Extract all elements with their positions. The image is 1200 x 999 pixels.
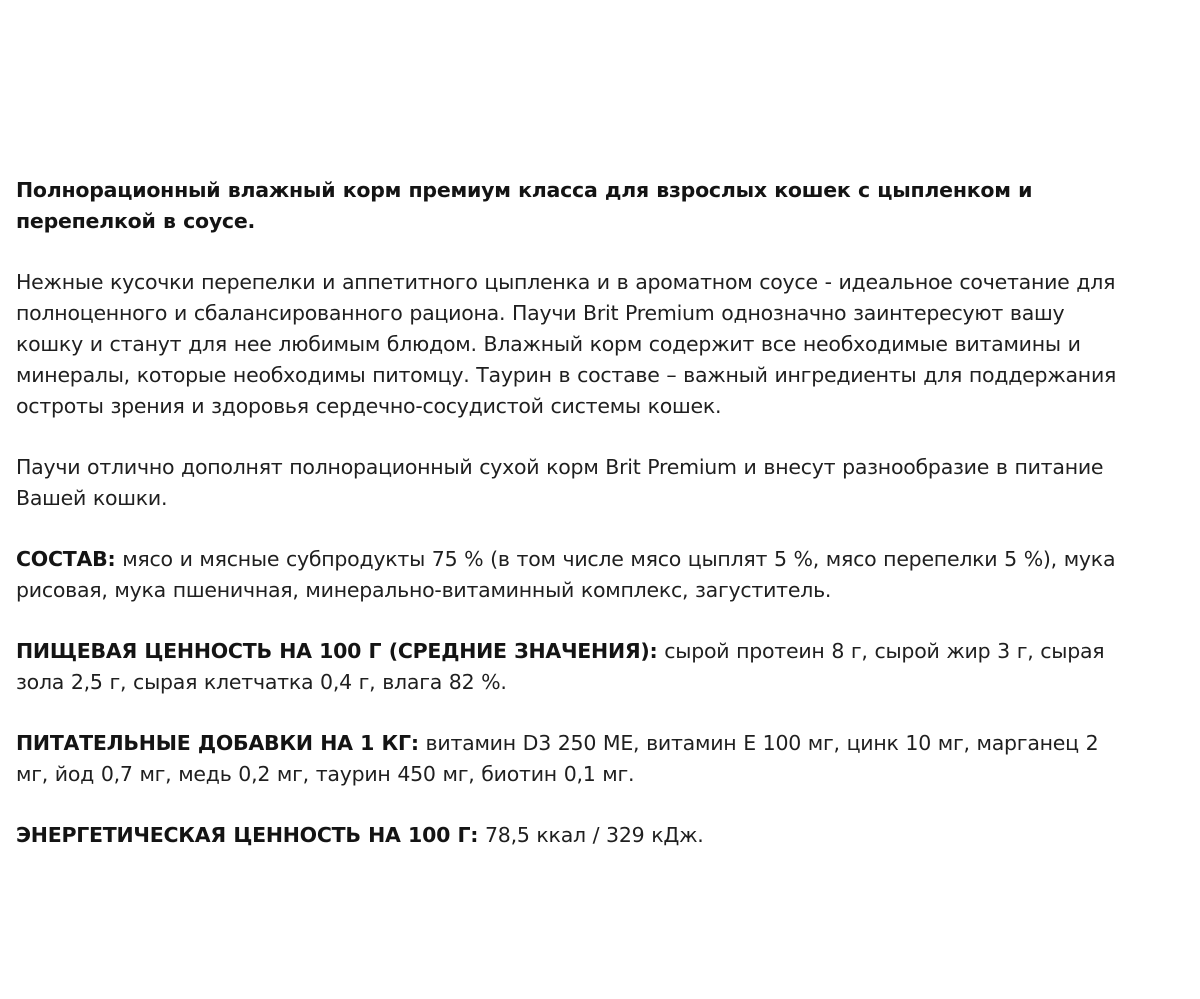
product-title: Полнорационный влажный корм премиум класса для взрослых кошек с цыпленком и перепелкой в соусе. bbox=[16, 178, 1033, 233]
additives-text: витамин D3 250 МЕ, витамин Е 100 мг, цинк 10 мг, марганец 2 мг, йод 0,7 мг, медь 0,2 мг, таурин 450 мг, биотин 0,1 мг. bbox=[16, 731, 1099, 786]
nutrition-text: сырой протеин 8 г, сырой жир 3 г, сырая зола 2,5 г, сырая клетчатка 0,4 г, влага 82 %. bbox=[16, 639, 1105, 694]
product-description bbox=[16, 175, 1126, 847]
nutrition-section bbox=[16, 636, 1126, 698]
description-paragraph: Нежные кусочки перепелки и аппетитного цыпленка и в ароматном соусе - идеальное сочетание для полноценного и сбалансированного рациона. Паучи Brit Premium однозначно заинтересуют вашу кошку и станут для нее любимым блюдом. Влажный корм содержит все необходимые витамины и минералы, которые необходимы питомцу. Таурин в составе – важный ингредиенты для поддержания остроты зрения и здоровья сердечно-сосудистой системы кошек. bbox=[16, 270, 1117, 418]
note-paragraph: Паучи отлично дополнят полнорационный сухой корм Brit Premium и внесут разнообразие в питание Вашей кошки. bbox=[16, 455, 1104, 510]
nutrition-label: ПИЩЕВАЯ ЦЕННОСТЬ НА 100 Г (СРЕДНИЕ ЗНАЧЕНИЯ): bbox=[16, 639, 658, 663]
energy-section bbox=[16, 820, 1126, 847]
composition-section bbox=[16, 544, 1126, 606]
composition-text: мясо и мясные субпродукты 75 % (в том числе мясо цыплят 5 %, мясо перепелки 5 %), мука рисовая, мука пшеничная, минерально-витаминный комплекс, загуститель. bbox=[16, 547, 1116, 602]
additives-label: ПИТАТЕЛЬНЫЕ ДОБАВКИ НА 1 КГ: bbox=[16, 731, 419, 755]
energy-label: ЭНЕРГЕТИЧЕСКАЯ ЦЕННОСТЬ НА 100 Г: bbox=[16, 823, 479, 847]
energy-text: 78,5 ккал / 329 кДж. bbox=[478, 823, 704, 847]
additives-section bbox=[16, 728, 1126, 790]
composition-label: СОСТАВ: bbox=[16, 547, 116, 571]
